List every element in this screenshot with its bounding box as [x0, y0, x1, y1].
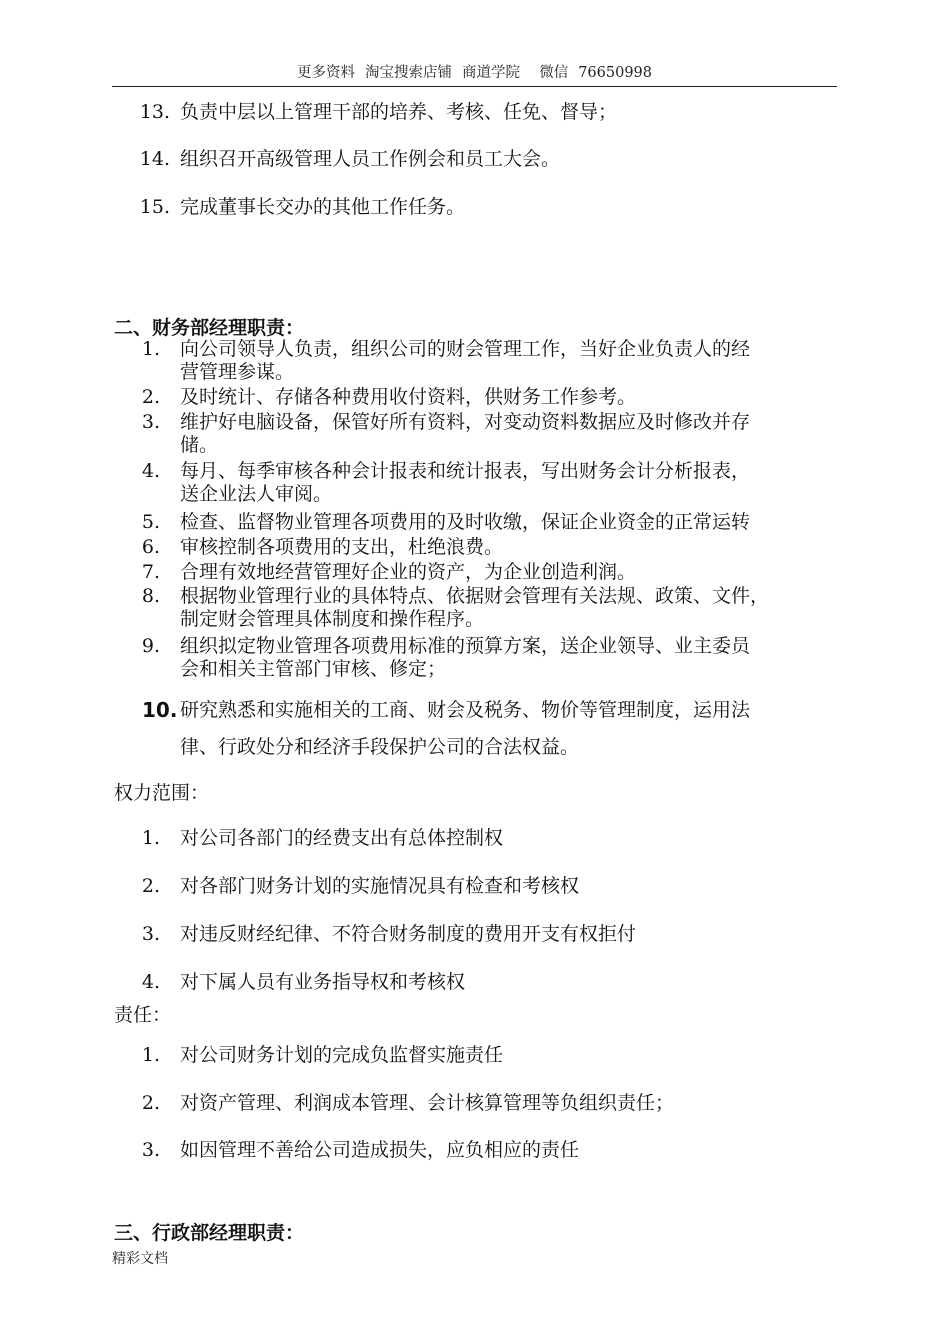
item-number: 10. — [142, 698, 178, 722]
responsibility-title: 责任： — [114, 1004, 172, 1026]
header-college: 商道学院 — [461, 65, 520, 81]
item-text: 负责中层以上管理干部的培养、考核、任免、督导； — [180, 101, 618, 123]
section-title-finance: 二、财务部经理职责： — [114, 317, 305, 339]
item-number: 13. — [139, 101, 170, 123]
header-wechat: 微信 — [539, 65, 569, 81]
item-number: 15. — [139, 196, 170, 218]
page-header — [112, 64, 837, 87]
item-number: 14. — [139, 148, 170, 170]
header-more: 更多资料 — [296, 65, 355, 81]
power-title: 权力范围： — [114, 782, 210, 804]
header-shop: 淘宝搜索店铺 — [364, 65, 452, 81]
header-wechat-id: 76650998 — [578, 65, 653, 81]
section-title-admin: 三、行政部经理职责： — [114, 1222, 305, 1244]
item-text: 组织召开高级管理人员工作例会和员工大会。 — [180, 148, 561, 170]
page-footer: 精彩文档 — [112, 1251, 168, 1267]
item-text: 完成董事长交办的其他工作任务。 — [180, 196, 466, 218]
